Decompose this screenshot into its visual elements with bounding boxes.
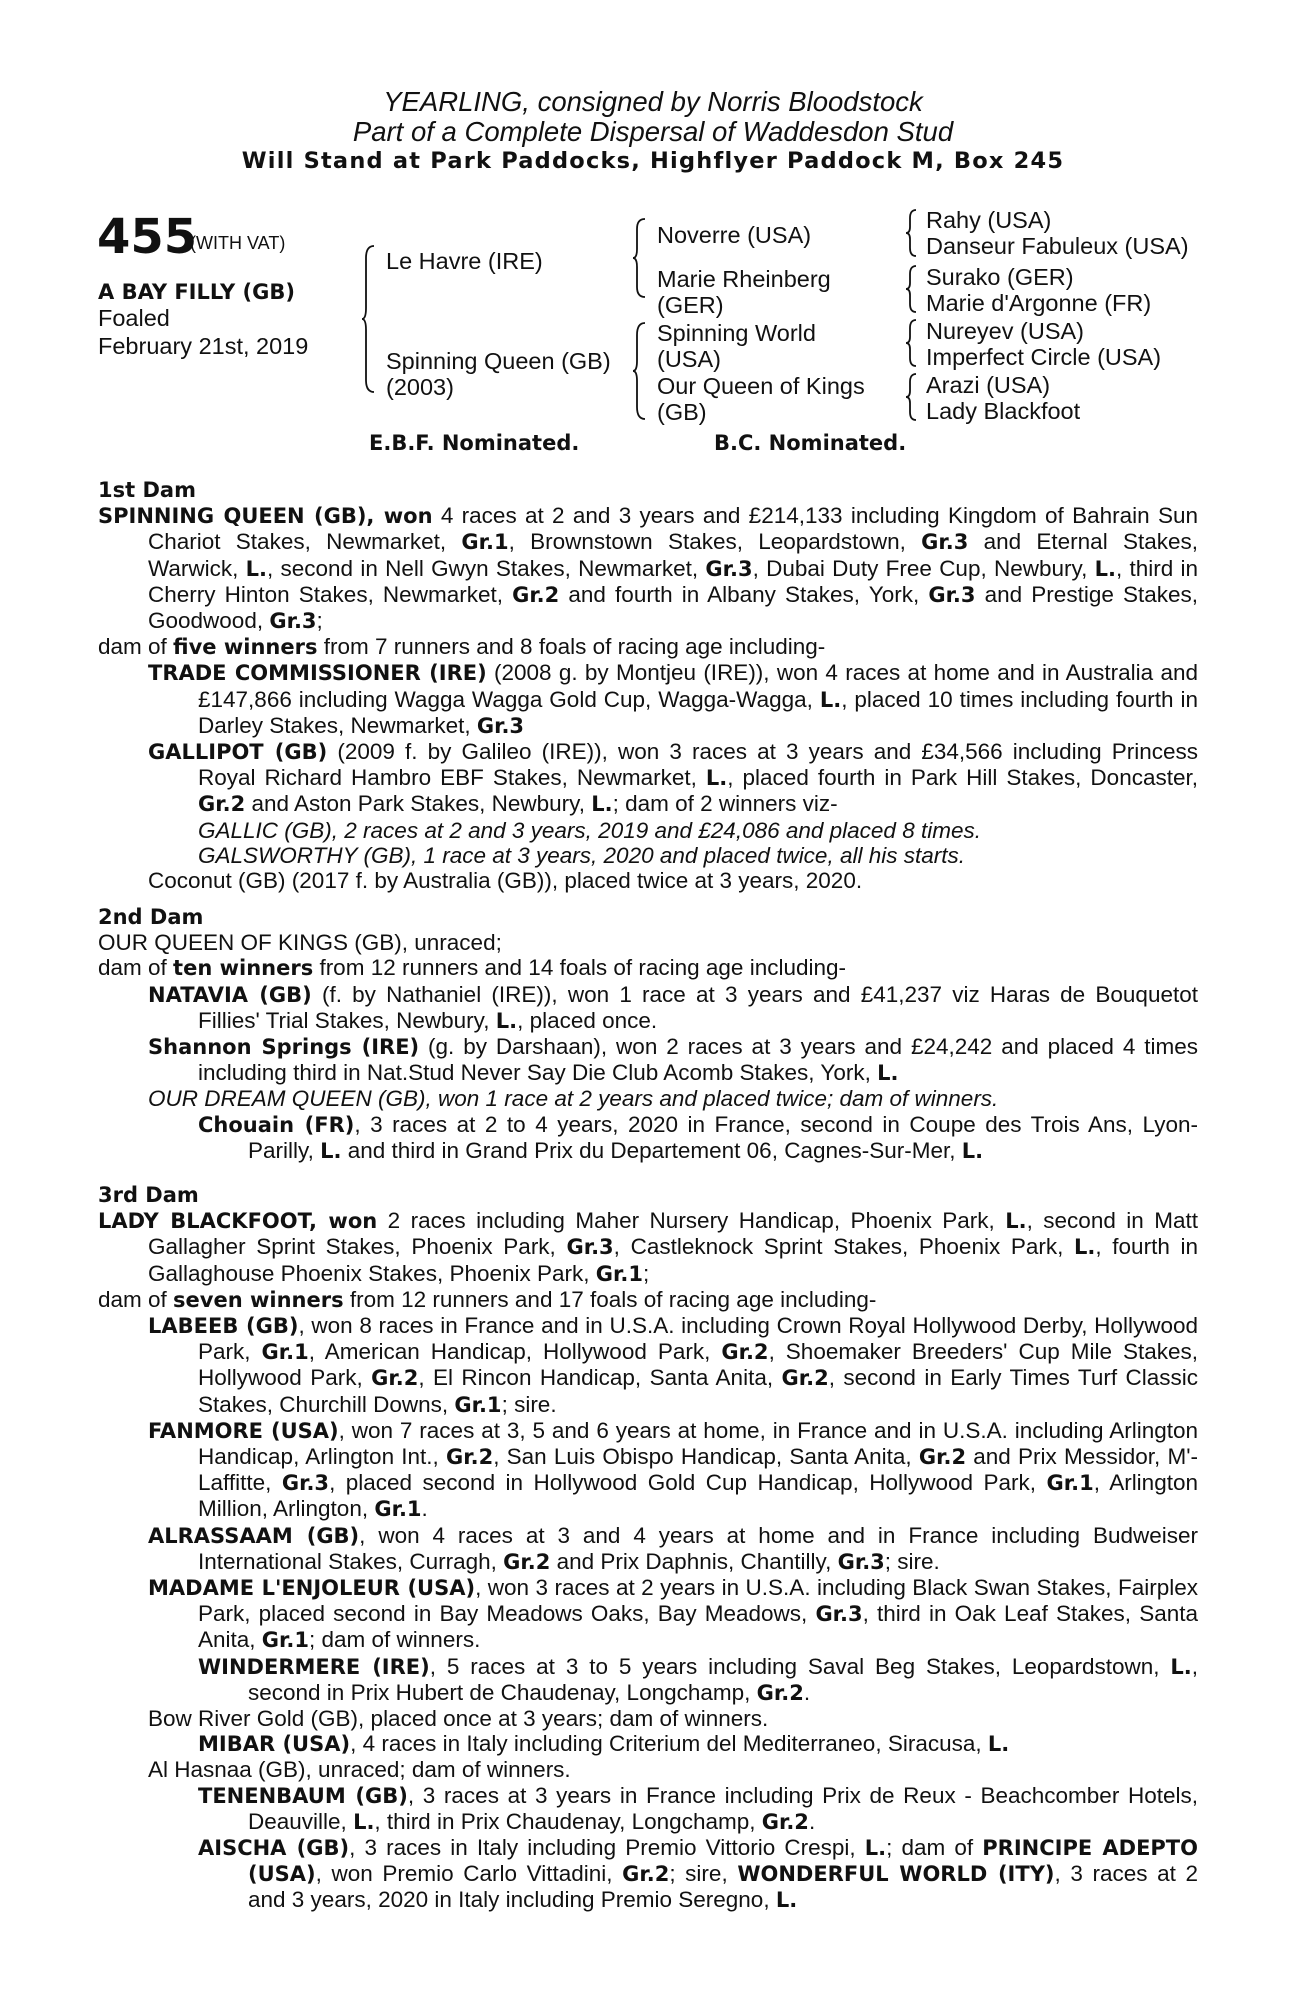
produce-al-hasnaa: Al Hasnaa (GB), unraced; dam of winners. bbox=[148, 1757, 571, 1783]
pedigree-sire-dam-line1: Marie Rheinberg bbox=[657, 266, 831, 292]
dispersal-line: Part of a Complete Dispersal of Waddesdon Stud bbox=[352, 116, 954, 147]
pedigree-brace-g3 bbox=[906, 318, 918, 368]
produce-fanmore: FANMORE (USA), won 7 races at 3, 5 and 6 years at home, in France and in U.S.A. including Arlington Handicap, Arlington Int., Gr.2, San Luis Obispo Handicap, Santa Anita, Gr.2 and Prix Messidor, M'-Laffitte, Gr.3, placed second in Hollywood Gold Cup Handicap, Hollywood Park, Gr.1, Arlington Million, Arlington, Gr.1. bbox=[148, 1417, 1199, 1522]
pedigree-sire: Le Havre (IRE) bbox=[386, 248, 543, 274]
pedigree-g-dds: Arazi (USA) bbox=[926, 372, 1051, 398]
produce-madame-lenjoleur: MADAME L'ENJOLEUR (USA), won 3 races at 2 years in U.S.A. including Black Swan Stakes, Fairplex Park, placed second in Bay Meadows Oaks, Bay Meadows, Gr.3, third in Oak Leaf Stakes, Santa Anita, Gr.1; dam of winners. bbox=[148, 1575, 1198, 1653]
produce-aischa: AISCHA (GB), 3 races in Italy including Premio Vittorio Crespi, L.; dam of PRINCIPE ADEPTO (USA), won Premio Carlo Vittadini, Gr.2; sire, WONDERFUL WORLD (ITY), 3 races at 2 and 3 years, 2020 in Italy including Premio Seregno, L. bbox=[198, 1835, 1199, 1913]
second-dam-record: OUR QUEEN OF KINGS (GB), unraced; bbox=[98, 930, 502, 956]
produce-chouain: Chouain (FR), 3 races at 2 to 4 years, 2020 in France, second in Coupe des Trois Ans, Lyon-Parilly, L. and third in Grand Prix du Departement 06, Cagnes-Sur-Mer, L. bbox=[198, 1111, 1198, 1163]
pedigree-brace-dam bbox=[633, 321, 647, 421]
first-dam-heading: 1st Dam bbox=[98, 478, 196, 502]
pedigree-dam-sire-line2: (USA) bbox=[657, 346, 721, 372]
produce-windermere: WINDERMERE (IRE), 5 races at 3 to 5 years including Saval Beg Stakes, Leopardstown, L., second in Prix Hubert de Chaudenay, Longchamp, Gr.2. bbox=[198, 1653, 1198, 1705]
produce-alrassaam: ALRASSAAM (GB), won 4 races at 3 and 4 years at home and in France including Budweiser International Stakes, Curragh, Gr.2 and Prix Daphnis, Chantilly, Gr.3; sire. bbox=[148, 1522, 1199, 1574]
first-dam-name: SPINNING QUEEN (GB), won bbox=[98, 504, 433, 529]
first-dam-record: SPINNING QUEEN (GB), won 4 races at 2 and 3 years and £214,133 including Kingdom of Bahrain Sun Chariot Stakes, Newmarket, Gr.1, Brownstown Stakes, Leopardstown, Gr.3 and Eternal Stakes, Warwick, L., second in Nell Gwyn Stakes, Newmarket, Gr.3, Dubai Duty Free Cup, Newbury, L., third in Cherry Hinton Stakes, Newmarket, Gr.2 and fourth in Albany Stakes, York, Gr.3 and Prestige Stakes, Goodwood, Gr.3; bbox=[98, 503, 1198, 634]
produce-coconut: Coconut (GB) (2017 f. by Australia (GB)), placed twice at 3 years, 2020. bbox=[148, 868, 863, 894]
pedigree-g-sdd: Marie d'Argonne (FR) bbox=[926, 290, 1152, 316]
pedigree-brace-main bbox=[362, 244, 376, 394]
pedigree-g-dsd: Imperfect Circle (USA) bbox=[926, 344, 1162, 370]
consignor-line: YEARLING, consigned by Norris Bloodstock bbox=[383, 86, 923, 117]
foaled-label: Foaled bbox=[98, 305, 170, 331]
location-line: Will Stand at Park Paddocks, Highflyer Paddock M, Box 245 bbox=[241, 148, 1065, 174]
pedigree-brace-g4 bbox=[906, 372, 918, 422]
produce-gallipot: GALLIPOT (GB) (2009 f. by Galileo (IRE)), won 3 races at 3 years and £34,566 including Princess Royal Richard Hambro EBF Stakes, Newmarket, L., placed fourth in Park Hill Stakes, Doncaster, Gr.2 and Aston Park Stakes, Newbury, L.; dam of 2 winners viz- bbox=[148, 739, 1198, 817]
third-dam-heading: 3rd Dam bbox=[98, 1183, 199, 1207]
pedigree-sire-dam-line2: (GER) bbox=[657, 292, 724, 318]
produce-gallic: GALLIC (GB), 2 races at 2 and 3 years, 2019 and £24,086 and placed 8 times. bbox=[198, 817, 981, 843]
third-dam-section bbox=[98, 1183, 1198, 1914]
pedigree-sire-sire: Noverre (USA) bbox=[657, 222, 812, 248]
second-dam-section bbox=[98, 905, 1198, 1164]
second-dam-heading: 2nd Dam bbox=[98, 905, 204, 929]
first-dam-produce-summary: dam of five winners from 7 runners and 8 foals of racing age including- bbox=[98, 634, 826, 660]
third-dam-produce-summary: dam of seven winners from 12 runners and 17 foals of racing age including- bbox=[98, 1286, 877, 1312]
pedigree-dam-line1: Spinning Queen (GB) bbox=[386, 348, 611, 374]
bc-nomination: B.C. Nominated. bbox=[714, 431, 907, 455]
third-dam-record: LADY BLACKFOOT, won 2 races including Maher Nursery Handicap, Phoenix Park, L., second in Matt Gallagher Sprint Stakes, Phoenix Park, Gr.3, Castleknock Sprint Stakes, Phoenix Park, L., fourth in Gallaghouse Phoenix Stakes, Phoenix Park, Gr.1; bbox=[98, 1208, 1198, 1286]
foaled-date: February 21st, 2019 bbox=[98, 333, 309, 359]
lot-title: A BAY FILLY (GB) bbox=[98, 280, 295, 304]
produce-trade-commissioner: TRADE COMMISSIONER (IRE) (2008 g. by Montjeu (IRE)), won 4 races at home and in Australia and £147,866 including Wagga Wagga Gold Cup, Wagga-Wagga, L., placed 10 times including fourth in Darley Stakes, Newmarket, Gr.3 bbox=[148, 660, 1198, 738]
pedigree-g-sds: Surako (GER) bbox=[926, 264, 1074, 290]
lot-number: 455 bbox=[97, 209, 198, 265]
produce-tenenbaum: TENENBAUM (GB), 3 races at 3 years in France including Prix de Reux - Beachcomber Hotels, Deauville, L., third in Prix Chaudenay, Longchamp, Gr.2. bbox=[198, 1782, 1198, 1834]
produce-natavia: NATAVIA (GB) (f. by Nathaniel (IRE)), won 1 race at 3 years and £41,237 viz Haras de Bouquetot Fillies' Trial Stakes, Newbury, L., placed once. bbox=[148, 981, 1198, 1033]
produce-labeeb: LABEEB (GB), won 8 races in France and in U.S.A. including Crown Royal Hollywood Derby, Hollywood Park, Gr.1, American Handicap, Hollywood Park, Gr.2, Shoemaker Breeders' Cup Mile Stakes, Hollywood Park, Gr.2, El Rincon Handicap, Santa Anita, Gr.2, second in Early Times Turf Classic Stakes, Churchill Downs, Gr.1; sire. bbox=[148, 1313, 1198, 1417]
produce-galsworthy: GALSWORTHY (GB), 1 race at 3 years, 2020 and placed twice, all his starts. bbox=[198, 842, 965, 868]
pedigree-dam-dam-line2: (GB) bbox=[657, 399, 707, 425]
first-dam-section bbox=[98, 478, 1198, 893]
vat-note: (WITH VAT) bbox=[190, 233, 286, 253]
pedigree-brace-sire bbox=[633, 217, 647, 299]
pedigree-brace-g2 bbox=[906, 264, 918, 314]
produce-our-dream-queen: OUR DREAM QUEEN (GB), won 1 race at 2 years and placed twice; dam of winners. bbox=[148, 1086, 999, 1112]
pedigree-dam-line2: (2003) bbox=[386, 374, 454, 400]
produce-bow-river-gold: Bow River Gold (GB), placed once at 3 years; dam of winners. bbox=[148, 1706, 769, 1732]
ebf-nomination: E.B.F. Nominated. bbox=[369, 431, 580, 455]
pedigree-brace-g1 bbox=[906, 208, 918, 258]
produce-mibar: MIBAR (USA), 4 races in Italy including Criterium del Mediterraneo, Siracusa, L. bbox=[198, 1731, 1010, 1757]
pedigree-g-dss: Nureyev (USA) bbox=[926, 318, 1085, 344]
pedigree-g-sss: Rahy (USA) bbox=[926, 207, 1052, 233]
pedigree-g-ddd: Lady Blackfoot bbox=[926, 398, 1081, 424]
pedigree-g-ssd: Danseur Fabuleux (USA) bbox=[926, 233, 1189, 259]
produce-shannon-springs: Shannon Springs (IRE) (g. by Darshaan), won 2 races at 3 years and £24,242 and placed 4 times including third in Nat.Stud Never Say Die Club Acomb Stakes, York, L. bbox=[148, 1034, 1198, 1086]
third-dam-name: LADY BLACKFOOT, won bbox=[98, 1209, 378, 1234]
pedigree-dam-sire-line1: Spinning World bbox=[657, 320, 816, 346]
pedigree-dam-dam-line1: Our Queen of Kings bbox=[657, 373, 865, 399]
second-dam-produce-summary: dam of ten winners from 12 runners and 14 foals of racing age including- bbox=[98, 955, 847, 981]
